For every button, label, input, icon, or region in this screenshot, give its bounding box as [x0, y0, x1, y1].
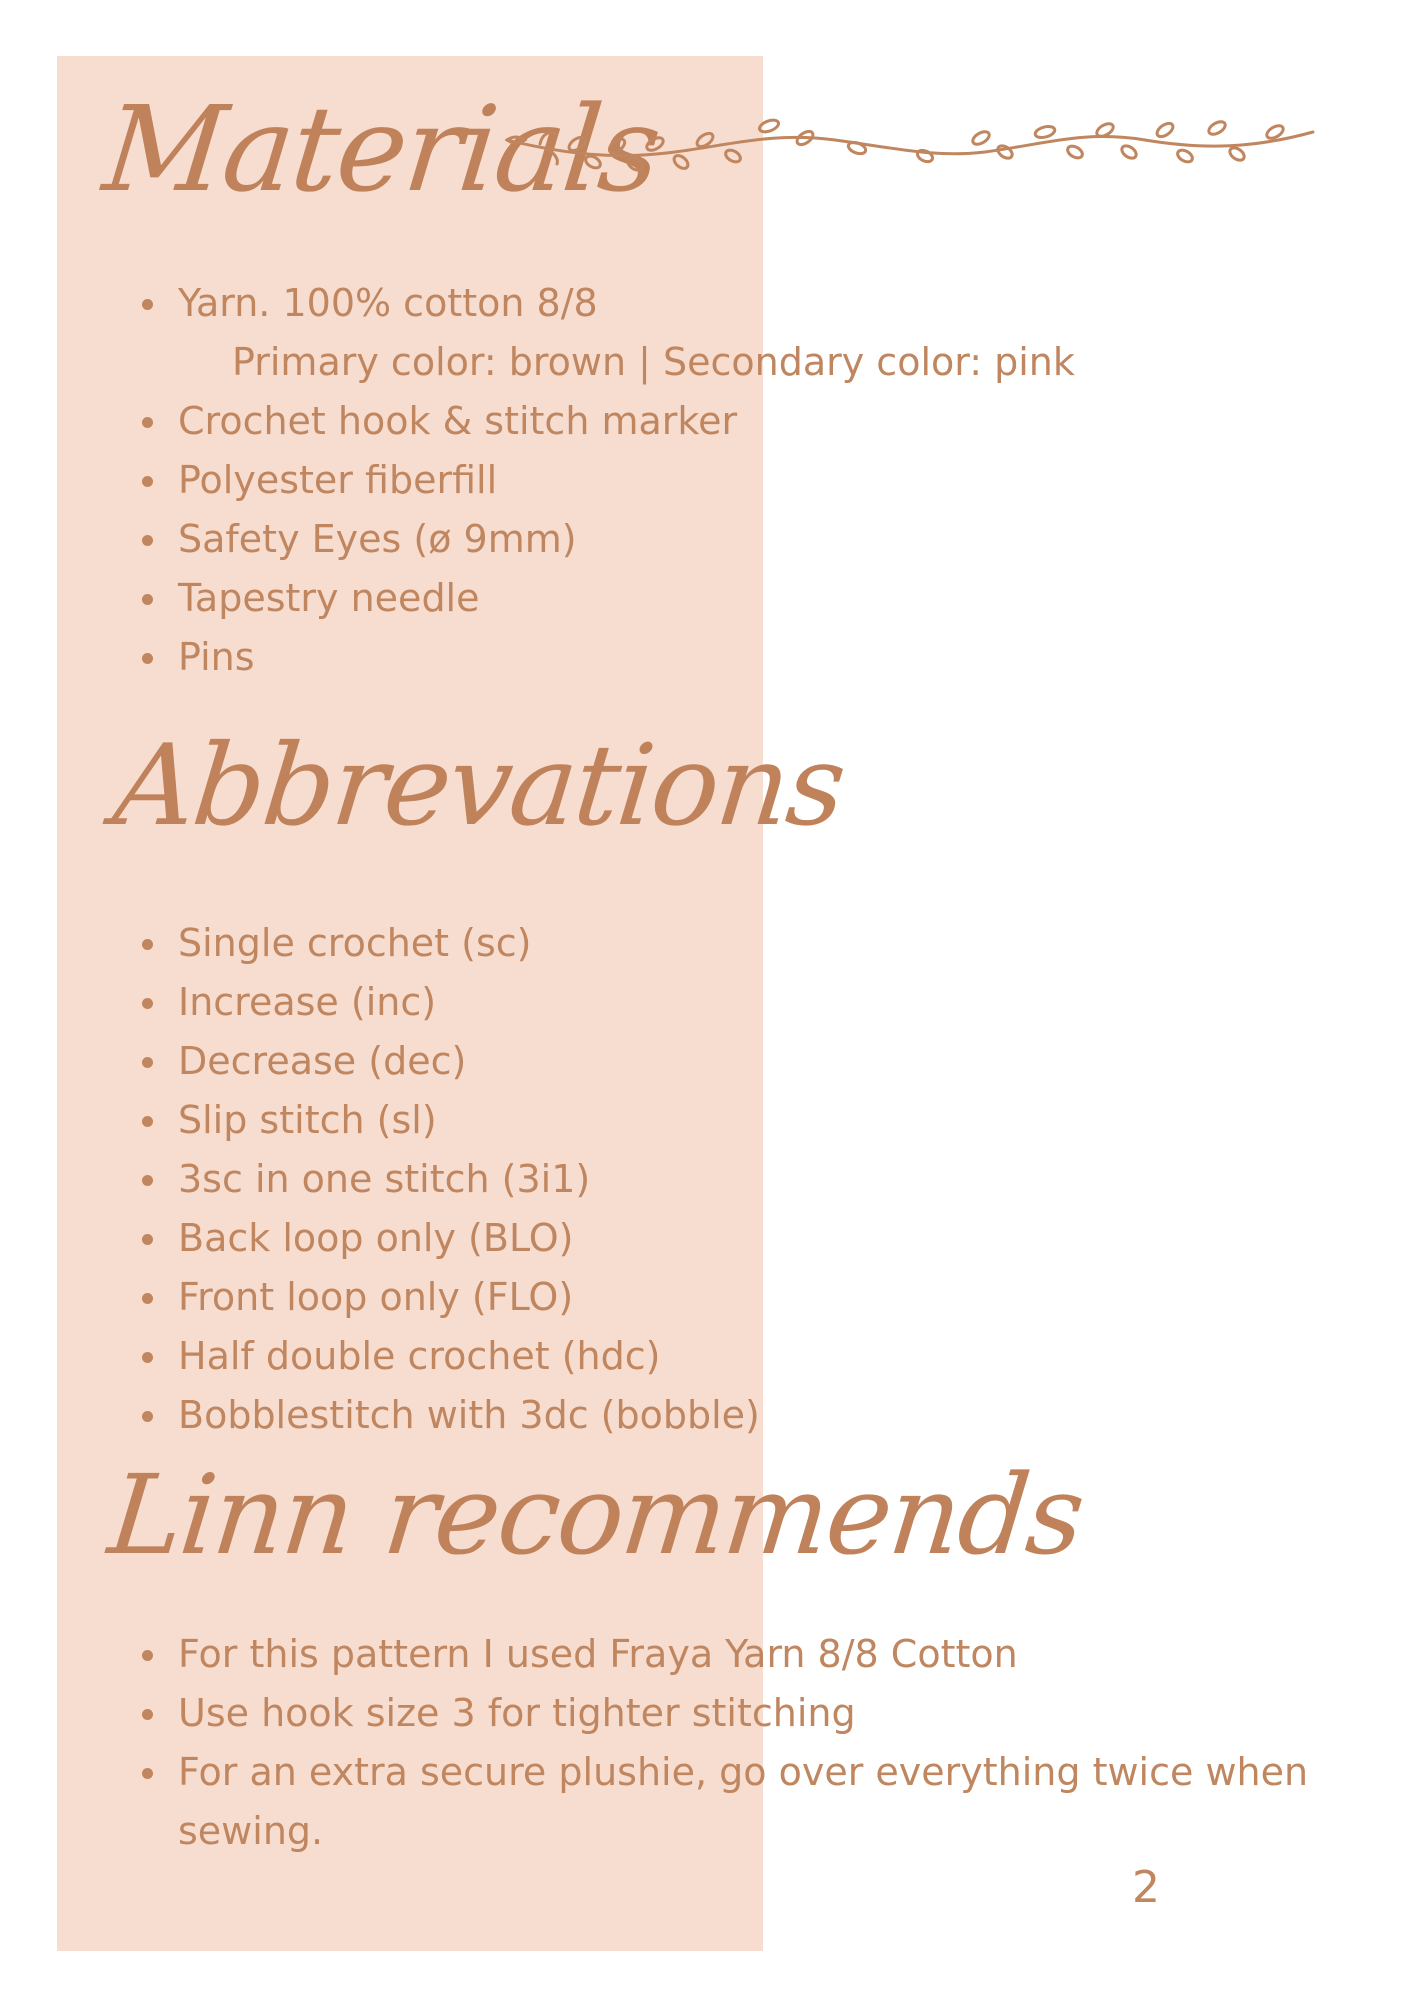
list-item: Back loop only (BLO): [140, 1209, 760, 1268]
list-item: Single crochet (sc): [140, 914, 760, 973]
list-item: Half double crochet (hdc): [140, 1327, 760, 1386]
list-item-subline: Primary color: brown | Secondary color: pink: [232, 340, 1075, 384]
list-item: For this pattern I used Fraya Yarn 8/8 Cotton: [140, 1625, 1328, 1684]
abbreviations-heading: Abbrevations: [108, 721, 850, 851]
page-number: 2: [1132, 1862, 1160, 1913]
recommends-list: [140, 1625, 1328, 1861]
list-item: Safety Eyes (ø 9mm): [140, 510, 1075, 569]
abbreviations-list: [140, 914, 760, 1445]
list-item: Polyester fiberfill: [140, 451, 1075, 510]
materials-heading: Materials: [97, 80, 666, 218]
list-item: Front loop only (FLO): [140, 1268, 760, 1327]
list-item: Use hook size 3 for tighter stitching: [140, 1684, 1328, 1743]
list-item: Pins: [140, 628, 1075, 687]
list-item: For an extra secure plushie, go over everything twice when sewing.: [140, 1743, 1328, 1861]
recommends-heading: Linn recommends: [103, 1451, 1089, 1579]
list-item: Tapestry needle: [140, 569, 1075, 628]
leafy-vine-divider-icon: [505, 118, 1315, 178]
list-item: Slip stitch (sl): [140, 1091, 760, 1150]
materials-list: [140, 274, 1075, 687]
list-item: Decrease (dec): [140, 1032, 760, 1091]
list-item: Crochet hook & stitch marker: [140, 392, 1075, 451]
list-item: Bobblestitch with 3dc (bobble): [140, 1386, 760, 1445]
list-item: Yarn. 100% cotton 8/8: [140, 274, 1075, 333]
list-item: 3sc in one stitch (3i1): [140, 1150, 760, 1209]
list-item: Increase (inc): [140, 973, 760, 1032]
